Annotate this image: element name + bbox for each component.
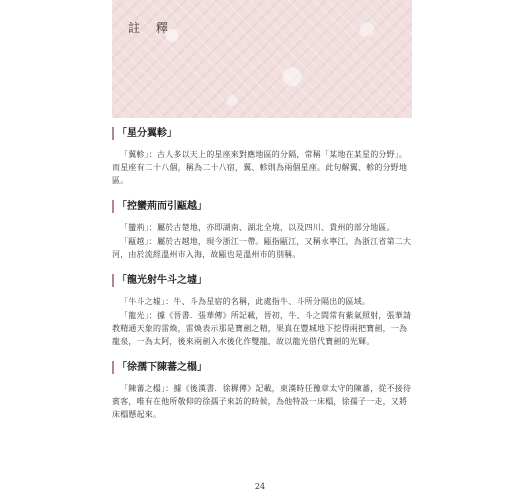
section-heading: 「控蠻荊而引甌越」 xyxy=(112,200,412,213)
page-number: 24 xyxy=(254,482,266,491)
section-paragraph: 「龍光」：據《晉書．張華傳》所記載，晉初，牛、斗之間常有紫氣照射，張華請教精通天象的雷煥，雷煥表示那是寶劍之精，果真在豐城地下挖得兩把寶劍，一為龍泉，一為太阿，後來兩劍入水後化作雙龍，故以龍光借代寶劍的光輝。 xyxy=(112,311,412,346)
page-title: 註 釋 xyxy=(128,21,174,35)
section-heading: 「徐孺下陳蕃之榻」 xyxy=(112,361,412,374)
annotation-section xyxy=(112,361,412,421)
section-paragraph: 「牛斗之墟」：牛、斗為星宿的名稱，此處指牛、斗所分隔出的區域。 xyxy=(120,297,371,306)
section-paragraph: 「甌越」：屬於古越地，現今浙江一帶。甌指甌江，又稱永寧江，為浙江省第二大河，由於流經溫州市入海，故甌也是溫州市的別稱。 xyxy=(112,237,412,259)
annotation-content xyxy=(112,127,412,434)
annotation-section xyxy=(112,127,412,187)
section-heading: 「星分翼軫」 xyxy=(112,127,412,140)
section-paragraph: 「翼軫」：古人多以天上的星座來對應地區的分隔，常稱「某地在某星的分野」。而星座有二十八個，稱為二十八宿，翼、軫則為兩個星座。此句解翼、軫的分野地區。 xyxy=(112,150,408,185)
annotation-section xyxy=(112,200,412,261)
header-decorative-band xyxy=(112,0,412,118)
annotation-section xyxy=(112,274,412,348)
section-paragraph: 「蠻荊」：屬於古楚地，亦即湖南、湖北全境，以及四川、貴州的部分地區。 xyxy=(120,223,395,232)
section-heading: 「龍光射牛斗之墟」 xyxy=(112,274,412,287)
section-paragraph: 「陳蕃之榻」：據《後漢書．徐穉傳》記載，東漢時任豫章太守的陳蕃，從不接待賓客，唯有在他所敬仰的徐孺子來訪的時候，為他特設一床榻，徐孺子一走，又將床榻懸起來。 xyxy=(112,384,412,419)
